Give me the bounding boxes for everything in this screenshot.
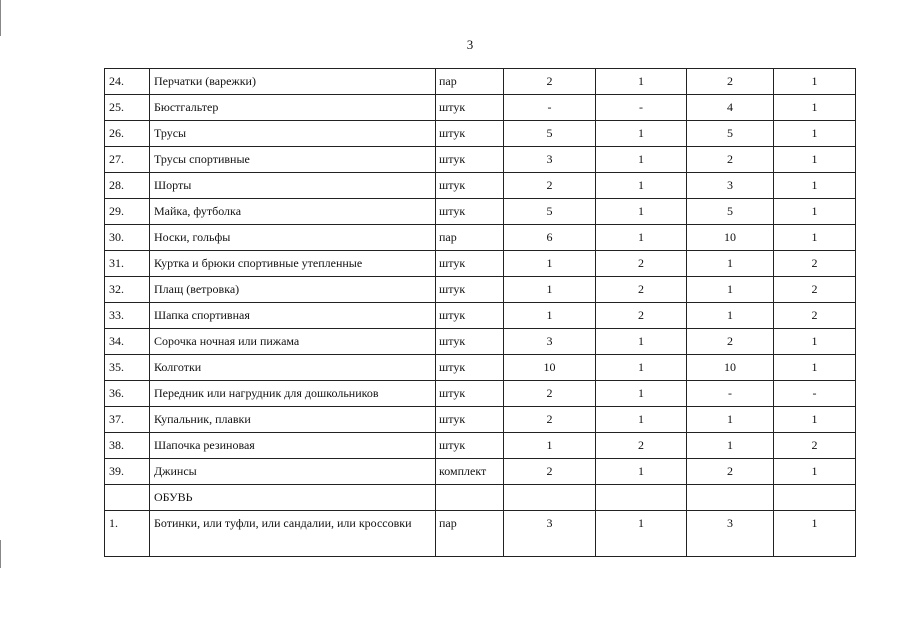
table-row bbox=[105, 303, 856, 329]
item-name-cell: Носки, гольфы bbox=[150, 225, 436, 251]
value-cell: 1 bbox=[596, 511, 687, 557]
unit-cell: штук bbox=[436, 95, 504, 121]
unit-cell: штук bbox=[436, 355, 504, 381]
row-number-cell: 31. bbox=[105, 251, 150, 277]
value-cell: 2 bbox=[774, 303, 856, 329]
unit-cell: штук bbox=[436, 433, 504, 459]
row-number-cell: 27. bbox=[105, 147, 150, 173]
value-cell: 1 bbox=[504, 251, 596, 277]
value-cell: 2 bbox=[504, 173, 596, 199]
value-cell: 1 bbox=[687, 303, 774, 329]
value-cell: 3 bbox=[504, 329, 596, 355]
value-cell: 1 bbox=[504, 303, 596, 329]
value-cell: 2 bbox=[596, 433, 687, 459]
row-number-cell: 39. bbox=[105, 459, 150, 485]
item-name-cell: Трусы bbox=[150, 121, 436, 147]
item-name-cell: Перчатки (варежки) bbox=[150, 69, 436, 95]
item-name-cell: Плащ (ветровка) bbox=[150, 277, 436, 303]
value-cell: 1 bbox=[596, 173, 687, 199]
table-row bbox=[105, 277, 856, 303]
value-cell: 2 bbox=[596, 277, 687, 303]
table-row bbox=[105, 381, 856, 407]
table-row bbox=[105, 355, 856, 381]
value-cell: 3 bbox=[687, 511, 774, 557]
table-row bbox=[105, 95, 856, 121]
table-row bbox=[105, 329, 856, 355]
table-row bbox=[105, 147, 856, 173]
table-row bbox=[105, 459, 856, 485]
item-name-cell: Шапка спортивная bbox=[150, 303, 436, 329]
page-edge-rule bbox=[0, 540, 1, 568]
value-cell: 1 bbox=[687, 277, 774, 303]
unit-cell: штук bbox=[436, 121, 504, 147]
value-cell: 1 bbox=[596, 381, 687, 407]
item-name-cell: Шорты bbox=[150, 173, 436, 199]
value-cell: 1 bbox=[774, 225, 856, 251]
value-cell: 1 bbox=[774, 355, 856, 381]
value-cell: 2 bbox=[687, 459, 774, 485]
value-cell: 1 bbox=[774, 173, 856, 199]
value-cell: 2 bbox=[687, 147, 774, 173]
row-number-cell: 25. bbox=[105, 95, 150, 121]
item-name-cell: Купальник, плавки bbox=[150, 407, 436, 433]
item-name-cell: ОБУВЬ bbox=[150, 485, 436, 511]
unit-cell: штук bbox=[436, 147, 504, 173]
value-cell: 10 bbox=[687, 355, 774, 381]
value-cell bbox=[504, 485, 596, 511]
value-cell: 2 bbox=[774, 251, 856, 277]
item-name-cell: Трусы спортивные bbox=[150, 147, 436, 173]
value-cell: - bbox=[687, 381, 774, 407]
value-cell: 1 bbox=[596, 355, 687, 381]
row-number-cell: 32. bbox=[105, 277, 150, 303]
row-number-cell: 35. bbox=[105, 355, 150, 381]
value-cell: 1 bbox=[596, 459, 687, 485]
unit-cell: штук bbox=[436, 329, 504, 355]
value-cell: 2 bbox=[774, 277, 856, 303]
unit-cell: пар bbox=[436, 225, 504, 251]
value-cell: 4 bbox=[687, 95, 774, 121]
value-cell: 1 bbox=[687, 433, 774, 459]
value-cell: 2 bbox=[687, 69, 774, 95]
value-cell: 5 bbox=[687, 121, 774, 147]
value-cell: 10 bbox=[687, 225, 774, 251]
value-cell: 3 bbox=[504, 511, 596, 557]
value-cell: 2 bbox=[504, 407, 596, 433]
item-name-cell: Куртка и брюки спортивные утепленные bbox=[150, 251, 436, 277]
value-cell: 1 bbox=[504, 433, 596, 459]
value-cell: 1 bbox=[774, 407, 856, 433]
value-cell: 1 bbox=[596, 329, 687, 355]
unit-cell: штук bbox=[436, 381, 504, 407]
value-cell: 1 bbox=[596, 147, 687, 173]
value-cell: 5 bbox=[504, 121, 596, 147]
value-cell: 1 bbox=[774, 121, 856, 147]
value-cell: 2 bbox=[687, 329, 774, 355]
table-row bbox=[105, 485, 856, 511]
unit-cell: пар bbox=[436, 69, 504, 95]
row-number-cell: 34. bbox=[105, 329, 150, 355]
table-row bbox=[105, 433, 856, 459]
unit-cell: комплект bbox=[436, 459, 504, 485]
item-name-cell: Сорочка ночная или пижама bbox=[150, 329, 436, 355]
value-cell: 2 bbox=[504, 381, 596, 407]
value-cell: 3 bbox=[504, 147, 596, 173]
value-cell: 5 bbox=[504, 199, 596, 225]
table-row bbox=[105, 225, 856, 251]
value-cell: 1 bbox=[596, 225, 687, 251]
table-row bbox=[105, 511, 856, 557]
unit-cell: штук bbox=[436, 173, 504, 199]
unit-cell: штук bbox=[436, 199, 504, 225]
item-name-cell: Передник или нагрудник для дошкольников bbox=[150, 381, 436, 407]
item-name-cell: Шапочка резиновая bbox=[150, 433, 436, 459]
value-cell: - bbox=[504, 95, 596, 121]
value-cell: 6 bbox=[504, 225, 596, 251]
item-name-cell: Бюстгальтер bbox=[150, 95, 436, 121]
value-cell: 2 bbox=[504, 459, 596, 485]
table-row bbox=[105, 173, 856, 199]
row-number-cell: 26. bbox=[105, 121, 150, 147]
row-number-cell: 37. bbox=[105, 407, 150, 433]
table-row bbox=[105, 121, 856, 147]
value-cell: 1 bbox=[504, 277, 596, 303]
item-name-cell: Колготки bbox=[150, 355, 436, 381]
value-cell: 1 bbox=[774, 459, 856, 485]
value-cell: 1 bbox=[687, 407, 774, 433]
page-edge-rule bbox=[0, 0, 1, 36]
value-cell: 1 bbox=[774, 511, 856, 557]
value-cell: 10 bbox=[504, 355, 596, 381]
row-number-cell: 28. bbox=[105, 173, 150, 199]
row-number-cell: 29. bbox=[105, 199, 150, 225]
unit-cell bbox=[436, 485, 504, 511]
item-name-cell: Ботинки, или туфли, или сандалии, или кроссовки bbox=[150, 511, 436, 557]
value-cell: 3 bbox=[687, 173, 774, 199]
value-cell: 1 bbox=[687, 251, 774, 277]
value-cell: - bbox=[774, 381, 856, 407]
value-cell: 1 bbox=[596, 69, 687, 95]
value-cell: 5 bbox=[687, 199, 774, 225]
table-body bbox=[105, 69, 856, 557]
value-cell: 1 bbox=[774, 69, 856, 95]
value-cell: 1 bbox=[596, 407, 687, 433]
row-number-cell: 24. bbox=[105, 69, 150, 95]
value-cell: 1 bbox=[774, 329, 856, 355]
unit-cell: штук bbox=[436, 303, 504, 329]
table-row bbox=[105, 199, 856, 225]
value-cell bbox=[774, 485, 856, 511]
row-number-cell: 30. bbox=[105, 225, 150, 251]
value-cell bbox=[596, 485, 687, 511]
value-cell: 2 bbox=[504, 69, 596, 95]
value-cell: 2 bbox=[596, 251, 687, 277]
row-number-cell: 38. bbox=[105, 433, 150, 459]
unit-cell: штук bbox=[436, 251, 504, 277]
value-cell: 2 bbox=[596, 303, 687, 329]
value-cell: 2 bbox=[774, 433, 856, 459]
table-row bbox=[105, 407, 856, 433]
value-cell: 1 bbox=[774, 95, 856, 121]
table-row bbox=[105, 251, 856, 277]
clothing-norms-table bbox=[104, 68, 856, 557]
row-number-cell: 1. bbox=[105, 511, 150, 557]
value-cell: 1 bbox=[596, 121, 687, 147]
value-cell bbox=[687, 485, 774, 511]
unit-cell: штук bbox=[436, 407, 504, 433]
unit-cell: штук bbox=[436, 277, 504, 303]
page-number: 3 bbox=[466, 37, 474, 52]
unit-cell: пар bbox=[436, 511, 504, 557]
table-row bbox=[105, 69, 856, 95]
row-number-cell bbox=[105, 485, 150, 511]
value-cell: - bbox=[596, 95, 687, 121]
item-name-cell: Джинсы bbox=[150, 459, 436, 485]
value-cell: 1 bbox=[774, 199, 856, 225]
value-cell: 1 bbox=[596, 199, 687, 225]
item-name-cell: Майка, футболка bbox=[150, 199, 436, 225]
row-number-cell: 36. bbox=[105, 381, 150, 407]
row-number-cell: 33. bbox=[105, 303, 150, 329]
value-cell: 1 bbox=[774, 147, 856, 173]
